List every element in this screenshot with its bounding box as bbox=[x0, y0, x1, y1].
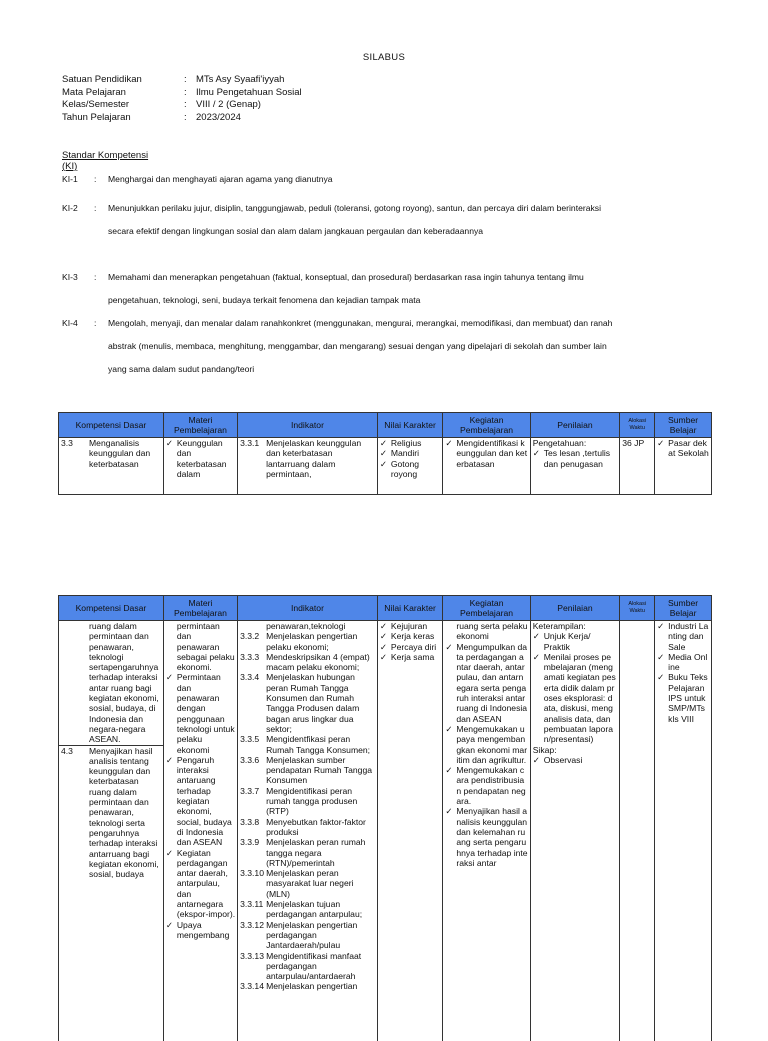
cell-indikator bbox=[238, 438, 378, 495]
identity-value: MTs Asy Syaafi'iyyah bbox=[196, 74, 285, 85]
indikator-text: Menjelaskan peran rumah tangga negara (RTN)/pemerintah bbox=[266, 837, 366, 868]
identity-colon: : bbox=[184, 111, 187, 123]
check-icon: ✓ bbox=[532, 651, 540, 662]
kegiatan-item: Menyajikan hasil analisis keunggulan dan kelemahan ruang serta pengaruhnya terhadap interaksi antar bbox=[456, 806, 528, 868]
document-title: SILABUS bbox=[362, 52, 406, 63]
table-header-row bbox=[59, 596, 712, 621]
header-penilaian: Penilaian bbox=[530, 596, 620, 621]
identity-label: Tahun Pelajaran bbox=[62, 111, 131, 123]
indikator-number: 3.3.8 bbox=[240, 816, 260, 827]
kegiatan-text: Mengidentifikasi keunggulan dan keterbatasan bbox=[456, 438, 528, 469]
ki-colon: : bbox=[94, 318, 97, 328]
cell-kd bbox=[59, 438, 164, 495]
table-row bbox=[59, 621, 712, 1041]
penilaian-item: Tes lesan ,tertulis dan penugasan bbox=[543, 448, 611, 469]
indikator-number: 3.3.10 bbox=[240, 868, 264, 879]
identity-label: Kelas/Semester bbox=[62, 99, 130, 110]
indikator-text: Mengidentifikasi peran rumah tangga produsen (RTP) bbox=[266, 785, 358, 817]
indikator-text: Mengidentfikasi peran Rumah Tangga Konsumen; bbox=[266, 734, 371, 755]
check-icon: ✓ bbox=[165, 672, 174, 683]
penilaian-item: Menilai proses pembelajaran (mengamati kegiatan peserta didik dalam proses eksplorasi: data, diskusi, menganalisis data, dan pembuatan laporan/presentasi) bbox=[543, 651, 616, 745]
check-icon: ✓ bbox=[532, 754, 540, 765]
header-sumber-belajar: Sumber Belajar bbox=[655, 596, 712, 621]
cell-alokasi-waktu bbox=[620, 621, 655, 1041]
kd-text: Menyajikan hasil analisis tentang keunggulan dan keterbatasan ruang dalam permintaan dan penawaran, teknologi serta pengaruhnya terhadap interaksi antarruang bagi kegiatan ekonomi, sosial, budaya bbox=[89, 745, 159, 880]
indikator-text: Mendeskripsikan 4 (empat) macam pelaku ekonomi; bbox=[266, 651, 370, 673]
cell-penilaian bbox=[530, 621, 620, 1041]
materi-text: Keunggulan dan keterbatasan dalam bbox=[176, 438, 227, 479]
indikator-text: Menjelaskan tujuan perdagangan antarpulau; bbox=[266, 899, 363, 920]
check-icon: ✓ bbox=[379, 651, 388, 662]
materi-item: Kegiatan perdagangan antar daerah, antarpulau, dan antarnegara (ekspor-impor). bbox=[176, 847, 236, 920]
ki-item bbox=[62, 318, 622, 381]
identity-colon: : bbox=[184, 74, 187, 85]
header-indikator: Indikator bbox=[238, 596, 378, 621]
kegiatan-text-continued: ruang serta pelaku ekonomi bbox=[456, 621, 528, 642]
ki-code: KI-1 bbox=[62, 174, 78, 184]
nk-item: Kerja keras bbox=[390, 631, 435, 642]
check-icon: ✓ bbox=[379, 438, 388, 448]
indikator-number: 3.3.9 bbox=[240, 837, 260, 848]
materi-text-continued: permintaan dan penawaran sebagai pelaku ekonomi. bbox=[176, 621, 235, 673]
indikator-number: 3.3.14 bbox=[240, 981, 264, 992]
identity-value: 2023/2024 bbox=[196, 111, 241, 123]
indikator-number: 3.3.13 bbox=[240, 950, 264, 961]
check-icon: ✓ bbox=[657, 672, 665, 683]
identity-row bbox=[62, 112, 302, 125]
check-icon: ✓ bbox=[165, 847, 174, 858]
nk-item: Kerja sama bbox=[390, 651, 435, 662]
indikator-text: Menjelaskan keunggulan dan keterbatasan lantarruang dalam permintaan, bbox=[266, 438, 362, 479]
nk-item: Religius bbox=[390, 438, 422, 448]
header-materi: Materi Pembelajaran bbox=[163, 596, 237, 621]
header-materi: Materi Pembelajaran bbox=[163, 413, 237, 438]
check-icon: ✓ bbox=[445, 765, 453, 776]
syllabus-table-1 bbox=[58, 412, 712, 495]
cell-nilai-karakter bbox=[377, 438, 443, 495]
ki-colon: : bbox=[94, 203, 97, 213]
identity-value: VIII / 2 (Genap) bbox=[196, 99, 261, 110]
indikator-number: 3.3.4 bbox=[240, 672, 260, 683]
table-header-row bbox=[59, 413, 712, 438]
indikator-number: 3.3.12 bbox=[240, 919, 264, 930]
indikator-number: 3.3.5 bbox=[240, 734, 260, 745]
check-icon: ✓ bbox=[379, 631, 388, 642]
kd-text-continued: ruang dalam permintaan dan penawaran, teknologi sertapengaruhnya terhadap interaksi antar ruang bagi kegiatan ekonomi, sosial, budaya, di Indonesia dan negara-negara ASEAN. bbox=[89, 621, 159, 745]
check-icon: ✓ bbox=[445, 438, 453, 448]
identity-colon: : bbox=[184, 86, 187, 98]
check-icon: ✓ bbox=[657, 438, 665, 448]
header-indikator: Indikator bbox=[238, 413, 378, 438]
indikator-text: Menjelaskan pengertian perdagangan Jantardaerah/pulau bbox=[266, 919, 358, 951]
sumber-item: Pasar dekat Sekolah bbox=[668, 438, 709, 459]
nk-item: Gotong royong bbox=[390, 458, 420, 479]
indikator-number: 3.3.3 bbox=[240, 651, 260, 662]
penilaian-heading: Pengetahuan: bbox=[532, 438, 587, 448]
ki-text: Mengolah, menyaji, dan menalar dalam ranahkonkret (menggunakan, mengurai, merangkai, memodifikasi, dan membuat) dan ranah abstrak (menulis, membaca, menghitung, menggambar, dan mengarang) sesuai dengan yang dipelajari di sekolah dan sumber lain yang sama dalam sudut pandang/teori bbox=[108, 318, 613, 374]
penilaian-heading: Sikap: bbox=[532, 744, 557, 755]
indikator-text: Menjelaskan pengertian bbox=[266, 981, 358, 992]
indikator-number: 3.3.1 bbox=[240, 438, 260, 448]
check-icon: ✓ bbox=[445, 723, 453, 734]
header-penilaian: Penilaian bbox=[530, 413, 620, 438]
ki-colon: : bbox=[94, 174, 97, 184]
ki-item bbox=[62, 203, 622, 243]
check-icon: ✓ bbox=[165, 754, 174, 765]
check-icon: ✓ bbox=[165, 438, 174, 448]
cell-kegiatan bbox=[443, 621, 530, 1041]
header-nilai-karakter: Nilai Karakter bbox=[377, 413, 443, 438]
cell-indikator bbox=[238, 621, 378, 1041]
kegiatan-item: Mengemukakan upaya mengembangkan ekonomi maritim dan agrikultur. bbox=[456, 723, 528, 765]
indikator-number: 3.3.2 bbox=[240, 631, 260, 642]
identity-row bbox=[62, 87, 302, 100]
header-kompetensi-dasar: Kompetensi Dasar bbox=[59, 596, 164, 621]
check-icon: ✓ bbox=[165, 919, 174, 930]
check-icon: ✓ bbox=[379, 621, 388, 631]
indikator-number: 3.3.6 bbox=[240, 754, 260, 765]
header-sumber-belajar: Sumber Belajar bbox=[655, 413, 712, 438]
ki-code: KI-4 bbox=[62, 318, 78, 328]
header-kompetensi-dasar: Kompetensi Dasar bbox=[59, 413, 164, 438]
ki-heading bbox=[62, 150, 148, 172]
cell-materi bbox=[163, 438, 237, 495]
syllabus-table-2 bbox=[58, 595, 712, 1041]
ki-item bbox=[62, 174, 622, 185]
identity-value: Ilmu Pengetahuan Sosial bbox=[196, 86, 302, 98]
header-kegiatan: Kegiatan Pembelajaran bbox=[443, 413, 530, 438]
nk-item: Percaya diri bbox=[390, 641, 437, 652]
table-row bbox=[59, 438, 712, 495]
nk-item: Mandiri bbox=[390, 448, 420, 459]
indikator-number: 3.3.7 bbox=[240, 785, 260, 796]
materi-item: Permintaan dan penawaran dengan penggunaan teknologi untuk pelaku ekonomi bbox=[176, 672, 235, 755]
identity-row bbox=[62, 99, 302, 112]
header-alokasi-waktu: Alokasi Waktu bbox=[620, 596, 655, 621]
kegiatan-item: Mengemukakan cara pendistribusian pendapatan negara. bbox=[456, 765, 526, 807]
penilaian-heading: Keterampilan: bbox=[532, 621, 586, 631]
indikator-text: Menjelaskan hubungan peran Rumah Tangga Konsumen dan Rumah Tangga Produsen dalam bagan arus lingkar dua sektor; bbox=[266, 672, 360, 734]
ki-colon: : bbox=[94, 272, 97, 282]
cell-materi bbox=[163, 621, 237, 1041]
kd-number: 3.3 bbox=[61, 438, 73, 448]
cell-alokasi-waktu: 36 JP bbox=[620, 438, 655, 495]
ki-text: Menunjukkan perilaku jujur, disiplin, tanggungjawab, peduli (toleransi, gotong royong), santun, dan percaya diri dalam berinteraksi secara efektif dengan lingkungan sosial dan alam dalam jangkauan pergaulan dan keberadaannya bbox=[108, 203, 602, 236]
check-icon: ✓ bbox=[379, 458, 388, 469]
nk-item: Kejujuran bbox=[390, 621, 428, 631]
penilaian-item: Observasi bbox=[543, 754, 583, 765]
materi-item: Upaya mengembang bbox=[176, 919, 230, 940]
cell-penilaian bbox=[530, 438, 620, 495]
cell-sumber bbox=[655, 438, 712, 495]
materi-item: Pengaruh interaksi antaruang terhadap kegiatan ekonomi, social, budaya di Indonesia dan ASEAN bbox=[176, 754, 232, 848]
ki-item bbox=[62, 272, 622, 312]
indikator-text: Menjelaskan sumber pendapatan Rumah Tangga Konsumen bbox=[266, 754, 372, 786]
check-icon: ✓ bbox=[379, 448, 388, 459]
check-icon: ✓ bbox=[657, 621, 665, 631]
sumber-item: Industri Lanting dan Sale bbox=[668, 621, 709, 652]
check-icon: ✓ bbox=[445, 806, 453, 817]
identity-row bbox=[62, 74, 302, 87]
check-icon: ✓ bbox=[532, 448, 540, 459]
header-nilai-karakter: Nilai Karakter bbox=[377, 596, 443, 621]
kegiatan-item: Mengumpulkan data perdagangan antar daerah, antarpulau, dan antarnegara serta pengaruh interaksi antarruang di Indonesia dan ASEAN bbox=[456, 641, 528, 724]
check-icon: ✓ bbox=[657, 651, 665, 662]
indikator-text: Mengidentifikasi manfaat perdagangan antarpulau/antardaerah bbox=[266, 950, 362, 982]
header-alokasi-waktu: Alokasi Waktu bbox=[620, 413, 655, 438]
header-kegiatan: Kegiatan Pembelajaran bbox=[443, 596, 530, 621]
indikator-text: Menjelaskan pengertian pelaku ekonomi; bbox=[266, 631, 358, 652]
sumber-item: Media Online bbox=[668, 651, 708, 673]
ki-code: KI-2 bbox=[62, 203, 78, 213]
indikator-text: Menjelaskan peran masyarakat luar negeri (MLN) bbox=[266, 868, 354, 899]
ki-text: Memahami dan menerapkan pengetahuan (faktual, konseptual, dan prosedural) berdasarkan rasa ingin tahunya tentang ilmu pengetahuan, teknologi, seni, budaya terkait fenomena dan kejadian tampak mata bbox=[108, 272, 584, 305]
cell-kegiatan bbox=[443, 438, 530, 495]
check-icon: ✓ bbox=[445, 641, 453, 652]
ki-text: Menghargai dan menghayati ajaran agama yang dianutnya bbox=[108, 174, 333, 184]
indikator-text-continued: penawaran,teknologi bbox=[266, 621, 346, 631]
kd-number: 4.3 bbox=[61, 745, 73, 756]
indikator-number: 3.3.11 bbox=[240, 899, 264, 910]
kd-text: Menganalisis keunggulan dan keterbatasan bbox=[89, 438, 151, 469]
ki-heading-line-2: (KI) bbox=[62, 161, 78, 172]
indikator-text: Menyebutkan faktor-faktor produksi bbox=[266, 816, 366, 837]
identity-label: Satuan Pendidikan bbox=[62, 74, 142, 85]
identity-block bbox=[62, 74, 302, 124]
cell-sumber bbox=[655, 621, 712, 1041]
check-icon: ✓ bbox=[532, 631, 540, 642]
cell-nilai-karakter bbox=[377, 621, 443, 1041]
penilaian-item: Unjuk Kerja/ Praktik bbox=[543, 631, 591, 652]
cell-kd bbox=[59, 621, 164, 1041]
identity-label: Mata Pelajaran bbox=[62, 86, 126, 98]
identity-colon: : bbox=[184, 99, 187, 110]
ki-code: KI-3 bbox=[62, 272, 78, 282]
check-icon: ✓ bbox=[379, 641, 388, 652]
ki-heading-line-1: Standar Kompetensi bbox=[62, 150, 149, 161]
sumber-item: Buku Teks Pelajaran IPS untuk SMP/MTs kls VIII bbox=[668, 672, 708, 724]
